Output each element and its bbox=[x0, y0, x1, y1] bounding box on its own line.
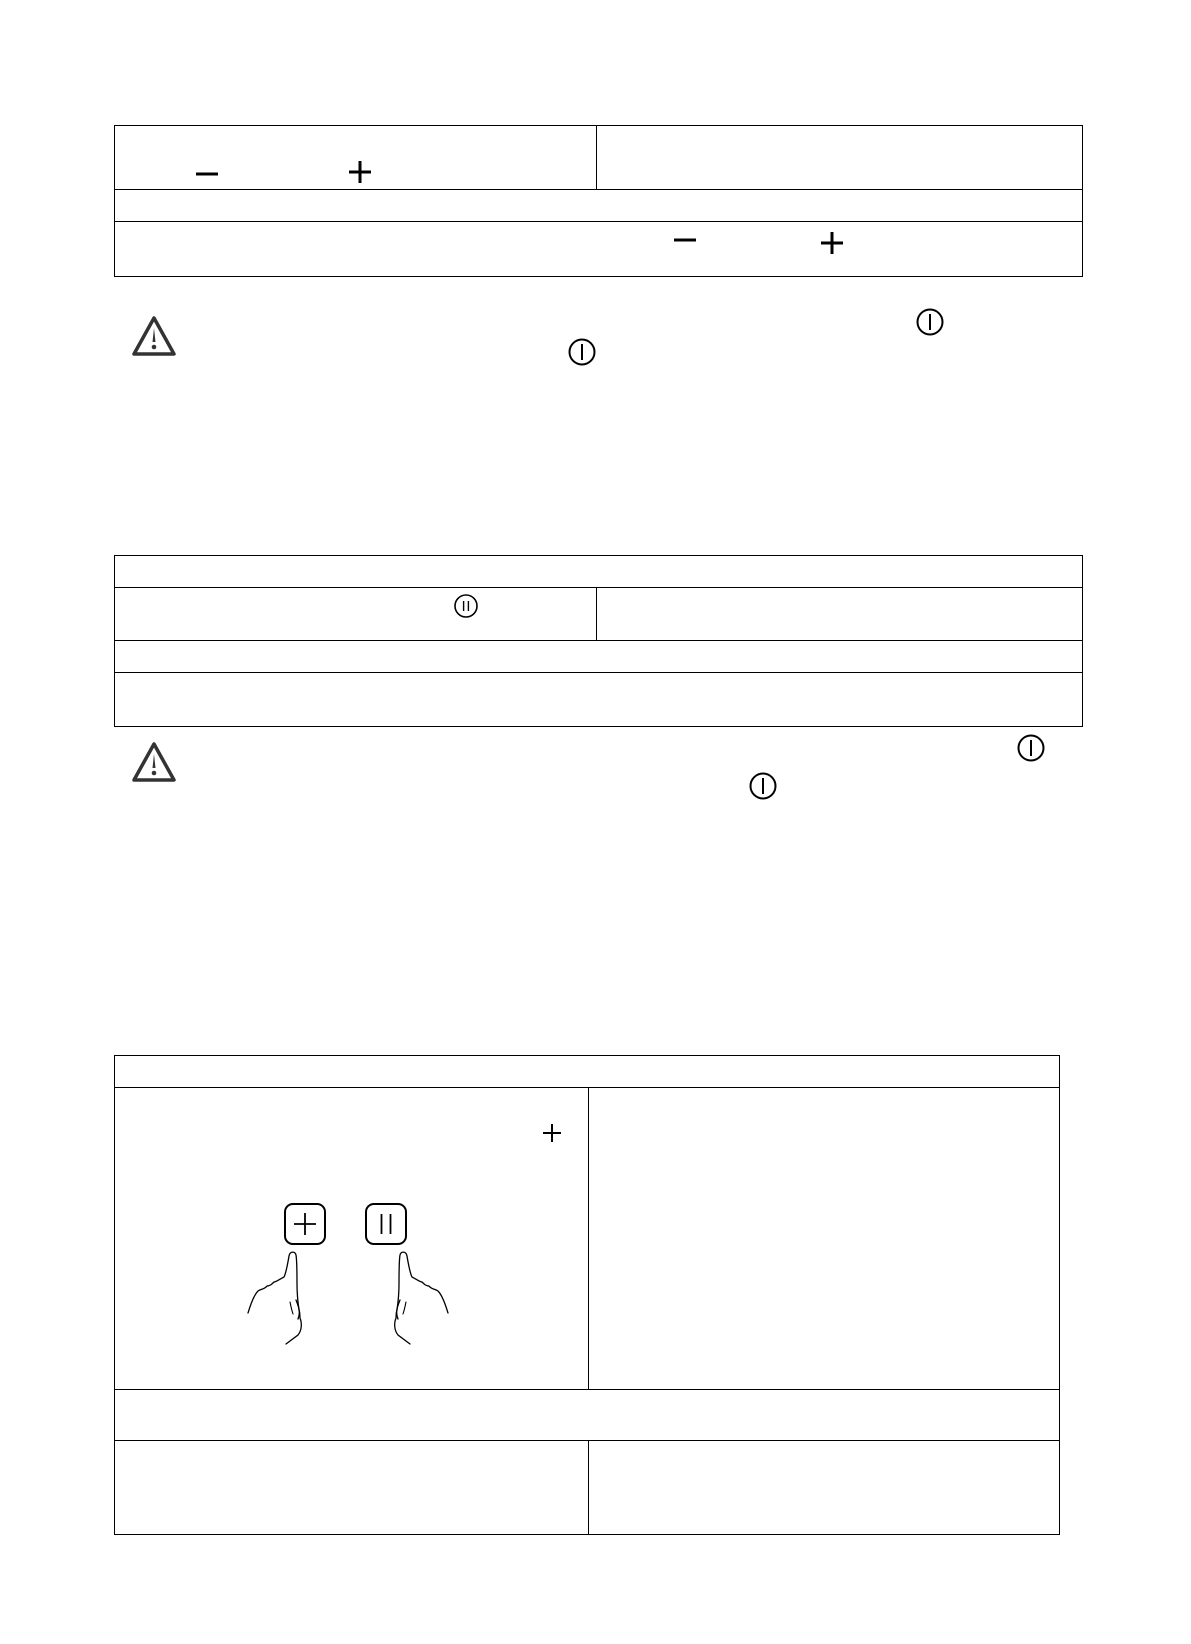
table3-row4-left-cell bbox=[114, 1440, 589, 1535]
pause-icon[interactable] bbox=[453, 593, 479, 619]
pointing-hand-icon bbox=[240, 1250, 330, 1345]
power-icon bbox=[748, 771, 778, 801]
table1-row3-cell bbox=[114, 221, 1083, 277]
table1-row2-cell bbox=[114, 189, 1083, 222]
power-icon bbox=[915, 307, 945, 337]
plus-icon[interactable] bbox=[540, 1121, 564, 1145]
power-icon bbox=[1016, 733, 1046, 763]
minus-icon[interactable] bbox=[193, 161, 221, 187]
table3-row3-cell bbox=[114, 1389, 1060, 1441]
table3-row2-left-cell bbox=[114, 1087, 589, 1390]
pause-button-icon[interactable] bbox=[364, 1202, 408, 1246]
table3-row2-right-cell bbox=[588, 1087, 1060, 1390]
table2-row2-left-cell bbox=[114, 587, 597, 641]
table1-row1-right-cell bbox=[596, 125, 1083, 190]
table2-row1-cell bbox=[114, 555, 1083, 588]
power-icon bbox=[567, 337, 597, 367]
pointing-hand-icon bbox=[366, 1250, 456, 1345]
table2-row2-right-cell bbox=[596, 587, 1083, 641]
plus-button-icon[interactable] bbox=[283, 1202, 327, 1246]
table2-row4-cell bbox=[114, 672, 1083, 727]
plus-icon[interactable] bbox=[818, 229, 846, 257]
table3-row1-cell bbox=[114, 1055, 1060, 1088]
warning-triangle-icon bbox=[131, 315, 177, 357]
warning-triangle-icon bbox=[131, 741, 177, 783]
table2-row3-cell bbox=[114, 640, 1083, 673]
plus-icon[interactable] bbox=[346, 158, 374, 186]
table3-row4-right-cell bbox=[588, 1440, 1060, 1535]
minus-icon[interactable] bbox=[671, 228, 699, 254]
